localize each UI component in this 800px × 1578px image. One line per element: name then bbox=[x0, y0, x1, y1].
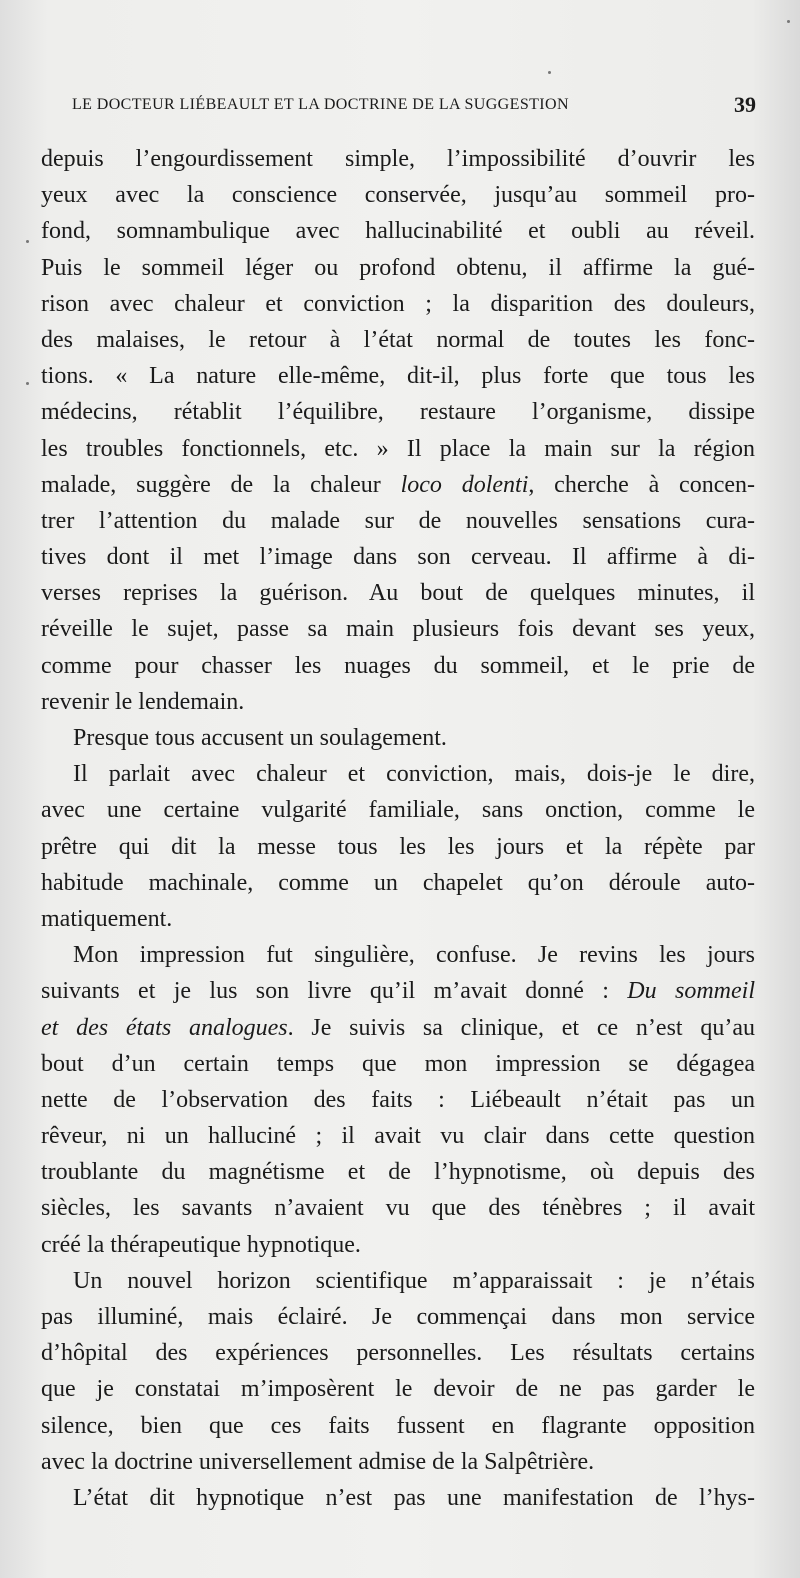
text-line bbox=[41, 1046, 755, 1082]
line-text: , cherche à concen- bbox=[528, 471, 755, 498]
paper-speck bbox=[26, 240, 29, 243]
text-line bbox=[41, 394, 755, 430]
text-line bbox=[41, 865, 755, 901]
text-line bbox=[41, 1227, 755, 1263]
line-text: matiquement. bbox=[41, 905, 173, 932]
line-text: trer l’attention du malade sur de nouvelles sensations cura- bbox=[41, 507, 755, 534]
text-line bbox=[41, 177, 755, 213]
text-line bbox=[41, 829, 755, 865]
line-text: avec une certaine vulgarité familiale, sans onction, comme le bbox=[41, 797, 755, 824]
line-text: que je constatai m’imposèrent le devoir de ne pas garder le bbox=[41, 1376, 755, 1403]
text-line bbox=[41, 1335, 755, 1371]
text-line bbox=[41, 358, 755, 394]
paper-speck bbox=[787, 20, 790, 23]
running-title: LE DOCTEUR LIÉBEAULT ET LA DOCTRINE DE LA SUGGESTION bbox=[72, 96, 569, 113]
text-line bbox=[41, 648, 755, 684]
text-line bbox=[41, 1263, 755, 1299]
line-text: suivants et je lus son livre qu’il m’avait donné : bbox=[41, 978, 628, 1005]
text-line bbox=[41, 1118, 755, 1154]
page-number: 39 bbox=[734, 92, 756, 117]
line-text: fond, somnambulique avec hallucinabilité et oubli au réveil. bbox=[41, 218, 755, 245]
line-text: comme pour chasser les nuages du sommeil, et le prie de bbox=[41, 652, 755, 679]
italic-text: loco dolenti bbox=[400, 471, 529, 498]
text-line bbox=[41, 286, 755, 322]
text-line bbox=[41, 1444, 755, 1480]
line-text: troublante du magnétisme et de l’hypnotisme, où depuis des bbox=[41, 1159, 755, 1186]
line-text: d’hôpital des expériences personnelles. Les résultats certains bbox=[41, 1340, 755, 1367]
italic-text: et des états analogues bbox=[41, 1014, 288, 1041]
line-text: tives dont il met l’image dans son cerveau. Il affirme à di- bbox=[41, 544, 755, 571]
text-line bbox=[41, 611, 755, 647]
text-line bbox=[41, 1480, 755, 1516]
line-text: Presque tous accusent un soulagement. bbox=[73, 725, 447, 751]
text-line bbox=[41, 901, 755, 937]
text-line bbox=[41, 250, 755, 286]
text-line bbox=[41, 1082, 755, 1118]
line-text: bout d’un certain temps que mon impression se dégagea bbox=[41, 1050, 755, 1077]
line-text: depuis l’engourdissement simple, l’impossibilité d’ouvrir les bbox=[41, 146, 755, 172]
line-text: prêtre qui dit la messe tous les les jours et la répète par bbox=[41, 833, 755, 860]
line-text: Mon impression fut singulière, confuse. Je revins les jours bbox=[73, 942, 755, 969]
line-text: pas illuminé, mais éclairé. Je commençai dans mon service bbox=[41, 1304, 755, 1330]
text-line bbox=[41, 756, 755, 792]
text-line bbox=[41, 684, 755, 720]
text-line bbox=[41, 720, 755, 756]
line-text: médecins, rétablit l’équilibre, restaure l’organisme, dissipe bbox=[41, 399, 755, 426]
line-text: avec la doctrine universellement admise de la Salpêtrière. bbox=[41, 1448, 595, 1475]
text-line bbox=[41, 1190, 755, 1226]
text-line bbox=[41, 431, 755, 467]
line-text: tions. « La nature elle-même, dit-il, plus forte que tous les bbox=[41, 363, 755, 390]
line-text: Un nouvel horizon scientifique m’apparaissait : je n’étais bbox=[73, 1267, 755, 1294]
line-text: créé la thérapeutique hypnotique. bbox=[41, 1231, 361, 1258]
text-line bbox=[41, 1371, 755, 1407]
line-text: nette de l’observation des faits : Liébeault n’était pas un bbox=[41, 1086, 755, 1113]
line-text: Il parlait avec chaleur et conviction, mais, dois-je le dire, bbox=[73, 761, 755, 788]
line-text: les troubles fonctionnels, etc. » Il place la main sur la région bbox=[41, 435, 755, 462]
text-line bbox=[41, 792, 755, 828]
body-text bbox=[41, 141, 755, 1551]
line-text: verses reprises la guérison. Au bout de quelques minutes, il bbox=[41, 580, 755, 607]
text-line bbox=[41, 322, 755, 358]
running-head bbox=[72, 92, 756, 124]
text-line bbox=[41, 503, 755, 539]
text-line bbox=[41, 467, 755, 503]
text-line bbox=[41, 539, 755, 575]
text-line bbox=[41, 575, 755, 611]
line-text: rêveur, ni un halluciné ; il avait vu clair dans cette question bbox=[41, 1123, 755, 1150]
line-text: des malaises, le retour à l’état normal de toutes les fonc- bbox=[41, 326, 755, 353]
line-text: revenir le lendemain. bbox=[41, 688, 245, 715]
line-text: rison avec chaleur et conviction ; la disparition des douleurs, bbox=[41, 290, 755, 317]
text-line bbox=[41, 1408, 755, 1444]
line-text: . Je suivis sa clinique, et ce n’est qu’au bbox=[287, 1014, 755, 1041]
line-text: Puis le sommeil léger ou profond obtenu, il affirme la gué- bbox=[41, 254, 755, 281]
text-line bbox=[41, 1154, 755, 1190]
text-line bbox=[41, 213, 755, 249]
paper-speck bbox=[548, 71, 551, 74]
line-text: yeux avec la conscience conservée, jusqu’au sommeil pro- bbox=[41, 182, 755, 209]
paper-speck bbox=[26, 382, 29, 385]
text-line bbox=[41, 1299, 755, 1335]
line-text: malade, suggère de la chaleur bbox=[41, 471, 401, 498]
line-text: L’état dit hypnotique n’est pas une manifestation de l’hys- bbox=[73, 1484, 755, 1511]
line-text: siècles, les savants n’avaient vu que des ténèbres ; il avait bbox=[41, 1195, 755, 1222]
text-line bbox=[41, 937, 755, 973]
italic-text: Du sommeil bbox=[627, 978, 755, 1005]
line-text: silence, bien que ces faits fussent en flagrante opposition bbox=[41, 1412, 755, 1439]
line-text: habitude machinale, comme un chapelet qu’on déroule auto- bbox=[41, 869, 755, 896]
line-text: réveille le sujet, passe sa main plusieurs fois devant ses yeux, bbox=[41, 616, 755, 643]
text-line bbox=[41, 141, 755, 177]
text-line bbox=[41, 1010, 755, 1046]
text-line bbox=[41, 973, 755, 1009]
